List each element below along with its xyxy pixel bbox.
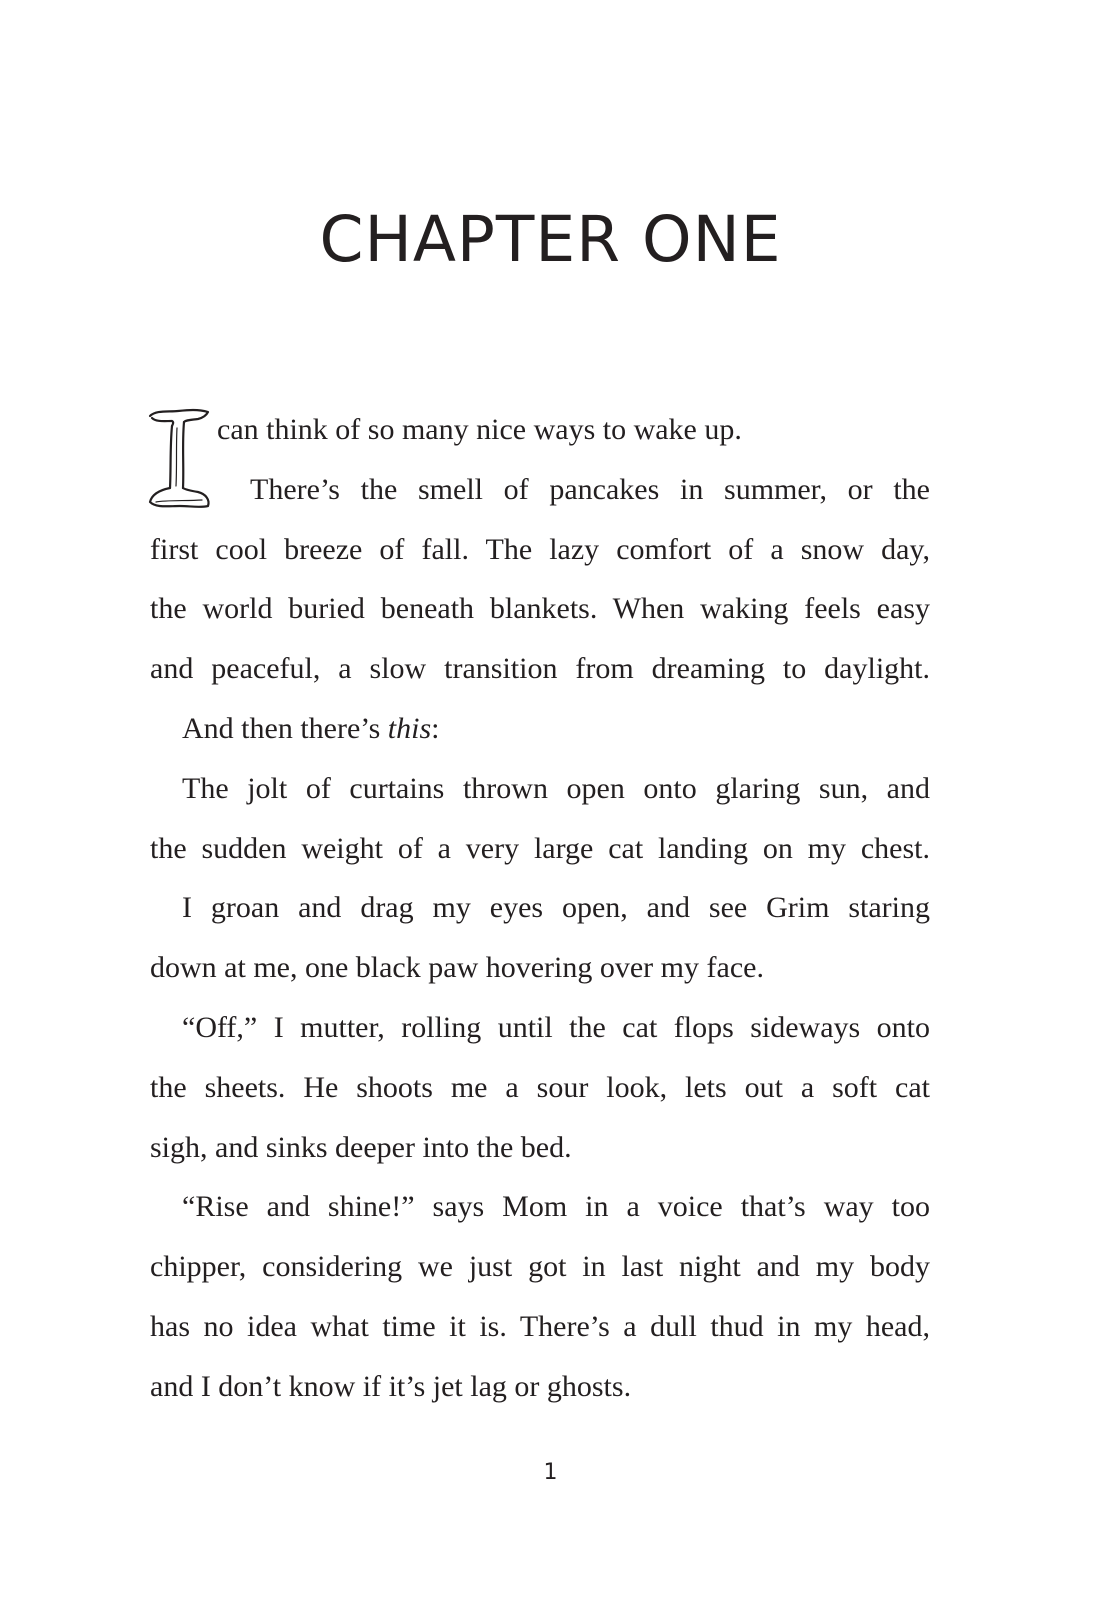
text-line: first cool breeze of fall. The lazy comfort of a snow day, [150, 532, 930, 566]
text-line: “Off,” I mutter, rolling until the cat flops sideways onto [182, 1010, 930, 1044]
text-line: the sheets. He shoots me a sour look, lets out a soft cat [150, 1070, 930, 1104]
text-line: the sudden weight of a very large cat landing on my chest. [150, 831, 930, 865]
text-line: There’s the smell of pancakes in summer, or the [250, 472, 930, 506]
chapter-title: CHAPTER ONE [319, 203, 782, 276]
text-line: down at me, one black paw hovering over my face. [150, 951, 764, 985]
text-line: I groan and drag my eyes open, and see Grim staring [182, 891, 930, 925]
italic-word: this [387, 711, 432, 745]
text-line [150, 699, 930, 759]
page-number: 1 [543, 1460, 558, 1485]
text-line: The jolt of curtains thrown open onto glaring sun, and [182, 771, 930, 805]
text-line: chipper, considering we just got in last night and my body [150, 1250, 930, 1284]
text-line: can think of so many nice ways to wake up. [217, 413, 742, 446]
chapter-body [150, 400, 930, 1417]
text-line: the world buried beneath blankets. When waking feels easy [150, 592, 930, 626]
text-span: And then there’s [182, 711, 388, 745]
text-line: and peaceful, a slow transition from dreaming to daylight. [150, 652, 930, 686]
text-line: “Rise and shine!” says Mom in a voice that’s way too [182, 1190, 930, 1224]
text-span: : [431, 711, 440, 745]
text-line: sigh, and sinks deeper into the bed. [150, 1130, 572, 1164]
text-line: and I don’t know if it’s jet lag or ghosts. [150, 1369, 632, 1403]
text-line: has no idea what time it is. There’s a dull thud in my head, [150, 1309, 930, 1343]
